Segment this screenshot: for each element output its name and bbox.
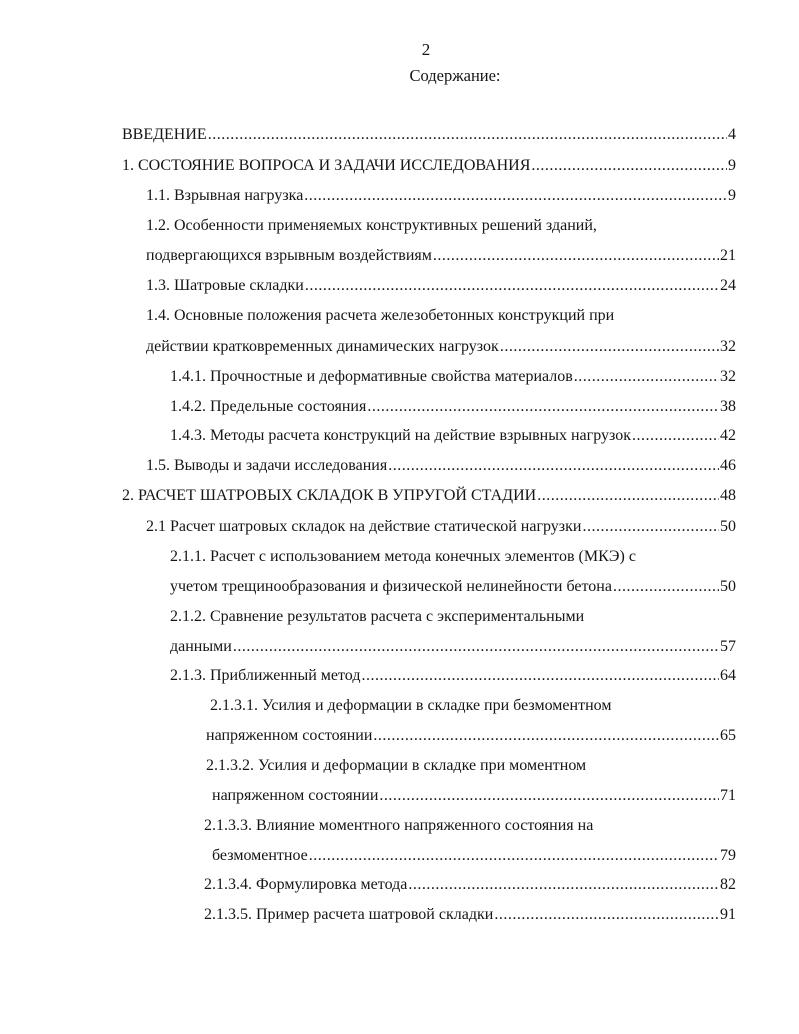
toc-entry-page: 4 — [728, 126, 736, 143]
toc-entry-page: 82 — [720, 876, 736, 893]
toc-entry-page: 48 — [720, 487, 736, 504]
toc-entry-title: 2.1 Расчет шатровых складок на действие статической нагрузки — [146, 518, 582, 535]
toc-entry-title: 2.1.3. Приближенный метод — [170, 667, 361, 684]
toc-entry-2-1[interactable] — [146, 516, 736, 538]
toc-entry-title: напряженном состоянии — [206, 727, 373, 744]
toc-leader-dots — [408, 874, 719, 896]
toc-entry-title: 1.3. Шатровые складки — [146, 277, 304, 294]
toc-leader-dots — [582, 516, 719, 538]
toc-entry-page: 9 — [728, 157, 736, 174]
toc-entry-page: 32 — [720, 338, 736, 355]
toc-entry-title: 2.1.3.5. Пример расчета шатровой складки — [204, 906, 494, 923]
page-title: Содержание: — [409, 66, 501, 85]
toc-leader-dots — [361, 665, 719, 687]
toc-entry-1-4[interactable] — [146, 336, 736, 358]
toc-entry-title: 2. РАСЧЕТ ШАТРОВЫХ СКЛАДОК В УПРУГОЙ СТАДИИ — [122, 487, 537, 504]
toc-entry-page: 91 — [720, 906, 736, 923]
toc-leader-dots — [305, 275, 719, 297]
toc-entry-page: 24 — [720, 277, 736, 294]
toc-entry-title: 1.4.2. Предельные состояния — [170, 398, 367, 415]
toc-entry-title: учетом трещинообразования и физической нелинейности бетона — [170, 578, 612, 595]
toc-entry-2-1-3-2-first-line[interactable]: 2.1.3.2. Усилия и деформации в складке при моментном — [206, 757, 587, 774]
toc-leader-dots — [388, 455, 719, 477]
toc-entry-page: 46 — [720, 457, 736, 474]
toc-entry-title: 2.1.3.4. Формулировка метода — [204, 876, 408, 893]
toc-entry-page: 65 — [720, 727, 736, 744]
toc-entry-2-1-3-1[interactable] — [206, 725, 736, 747]
toc-entry-title: 1.4.1. Прочностные и деформативные свойства материалов — [170, 368, 573, 385]
toc-entry-chapter-2[interactable] — [122, 485, 736, 507]
toc-entry-2-1-3-5[interactable] — [204, 904, 736, 926]
toc-entry-title: 1.5. Выводы и задачи исследования — [146, 457, 388, 474]
toc-entry-2-1-1[interactable] — [170, 576, 736, 598]
toc-entry-title: 1.4.3. Методы расчета конструкций на действие взрывных нагрузок — [170, 427, 631, 444]
toc-entry-page: 38 — [720, 398, 736, 415]
toc-entry-chapter-1[interactable] — [122, 155, 736, 177]
toc-entry-1-4-first-line[interactable]: 1.4. Основные положения расчета железобетонных конструкций при — [146, 307, 615, 324]
toc-entry-title: ВВЕДЕНИЕ — [122, 126, 207, 143]
toc-leader-dots — [494, 904, 719, 926]
toc-leader-dots — [233, 636, 719, 658]
toc-leader-dots — [613, 576, 719, 598]
toc-leader-dots — [309, 845, 719, 867]
toc-entry-1-2[interactable] — [146, 245, 736, 267]
toc-entry-page: 71 — [720, 787, 736, 804]
toc-entry-1-4-2[interactable] — [170, 396, 736, 418]
toc-entry-1-1[interactable] — [146, 185, 736, 207]
toc-leader-dots — [433, 245, 719, 267]
toc-entry-title: напряженном состоянии — [212, 787, 379, 804]
toc-entry-page: 79 — [720, 847, 736, 864]
toc-entry-title: данными — [170, 638, 232, 655]
toc-entry-title: 1. СОСТОЯНИЕ ВОПРОСА И ЗАДАЧИ ИССЛЕДОВАНИЯ — [122, 157, 531, 174]
toc-entry-2-1-3-4[interactable] — [204, 874, 736, 896]
toc-entry-2-1-1-first-line[interactable]: 2.1.1. Расчет с использованием метода конечных элементов (МКЭ) с — [170, 548, 636, 565]
page-number: 2 — [421, 40, 431, 59]
toc-entry-page: 21 — [720, 247, 736, 264]
toc-entry-2-1-3[interactable] — [170, 665, 736, 687]
toc-entry-1-5[interactable] — [146, 455, 736, 477]
toc-entry-title: безмоментное — [212, 847, 308, 864]
toc-entry-title: подвергающихся взрывным воздействиям — [146, 247, 432, 264]
toc-leader-dots — [531, 155, 727, 177]
toc-entry-2-1-3-2[interactable] — [212, 785, 736, 807]
toc-leader-dots — [537, 485, 719, 507]
toc-entry-1-3[interactable] — [146, 275, 736, 297]
toc-entry-1-4-1[interactable] — [170, 366, 736, 388]
toc-leader-dots — [379, 785, 719, 807]
toc-leader-dots — [304, 185, 727, 207]
toc-leader-dots — [373, 725, 719, 747]
toc-leader-dots — [574, 366, 719, 388]
toc-entry-page: 32 — [720, 368, 736, 385]
toc-leader-dots — [500, 336, 719, 358]
toc-entry-1-4-3[interactable] — [170, 425, 736, 447]
toc-entry-2-1-3-1-first-line[interactable]: 2.1.3.1. Усилия и деформации в складке при безмоментном — [210, 697, 612, 714]
toc-entry-2-1-3-3[interactable] — [212, 845, 736, 867]
toc-entry-page: 42 — [720, 427, 736, 444]
toc-entry-introduction[interactable] — [122, 124, 736, 146]
toc-entry-page: 64 — [720, 667, 736, 684]
toc-entry-title: действии кратковременных динамических нагрузок — [146, 338, 499, 355]
toc-entry-2-1-2-first-line[interactable]: 2.1.2. Сравнение результатов расчета с экспериментальными — [170, 608, 585, 625]
toc-entry-page: 50 — [720, 518, 736, 535]
toc-entry-2-1-3-3-first-line[interactable]: 2.1.3.3. Влияние моментного напряженного состояния на — [204, 817, 594, 834]
toc-entry-page: 9 — [728, 187, 736, 204]
toc-entry-page: 57 — [720, 638, 736, 655]
toc-leader-dots — [367, 396, 719, 418]
toc-entry-2-1-2[interactable] — [170, 636, 736, 658]
toc-entry-title: 1.1. Взрывная нагрузка — [146, 187, 304, 204]
toc-leader-dots — [208, 124, 727, 146]
toc-leader-dots — [632, 425, 719, 447]
toc-entry-page: 50 — [720, 578, 736, 595]
toc-entry-1-2-first-line[interactable]: 1.2. Особенности применяемых конструктивных решений зданий, — [146, 217, 597, 234]
